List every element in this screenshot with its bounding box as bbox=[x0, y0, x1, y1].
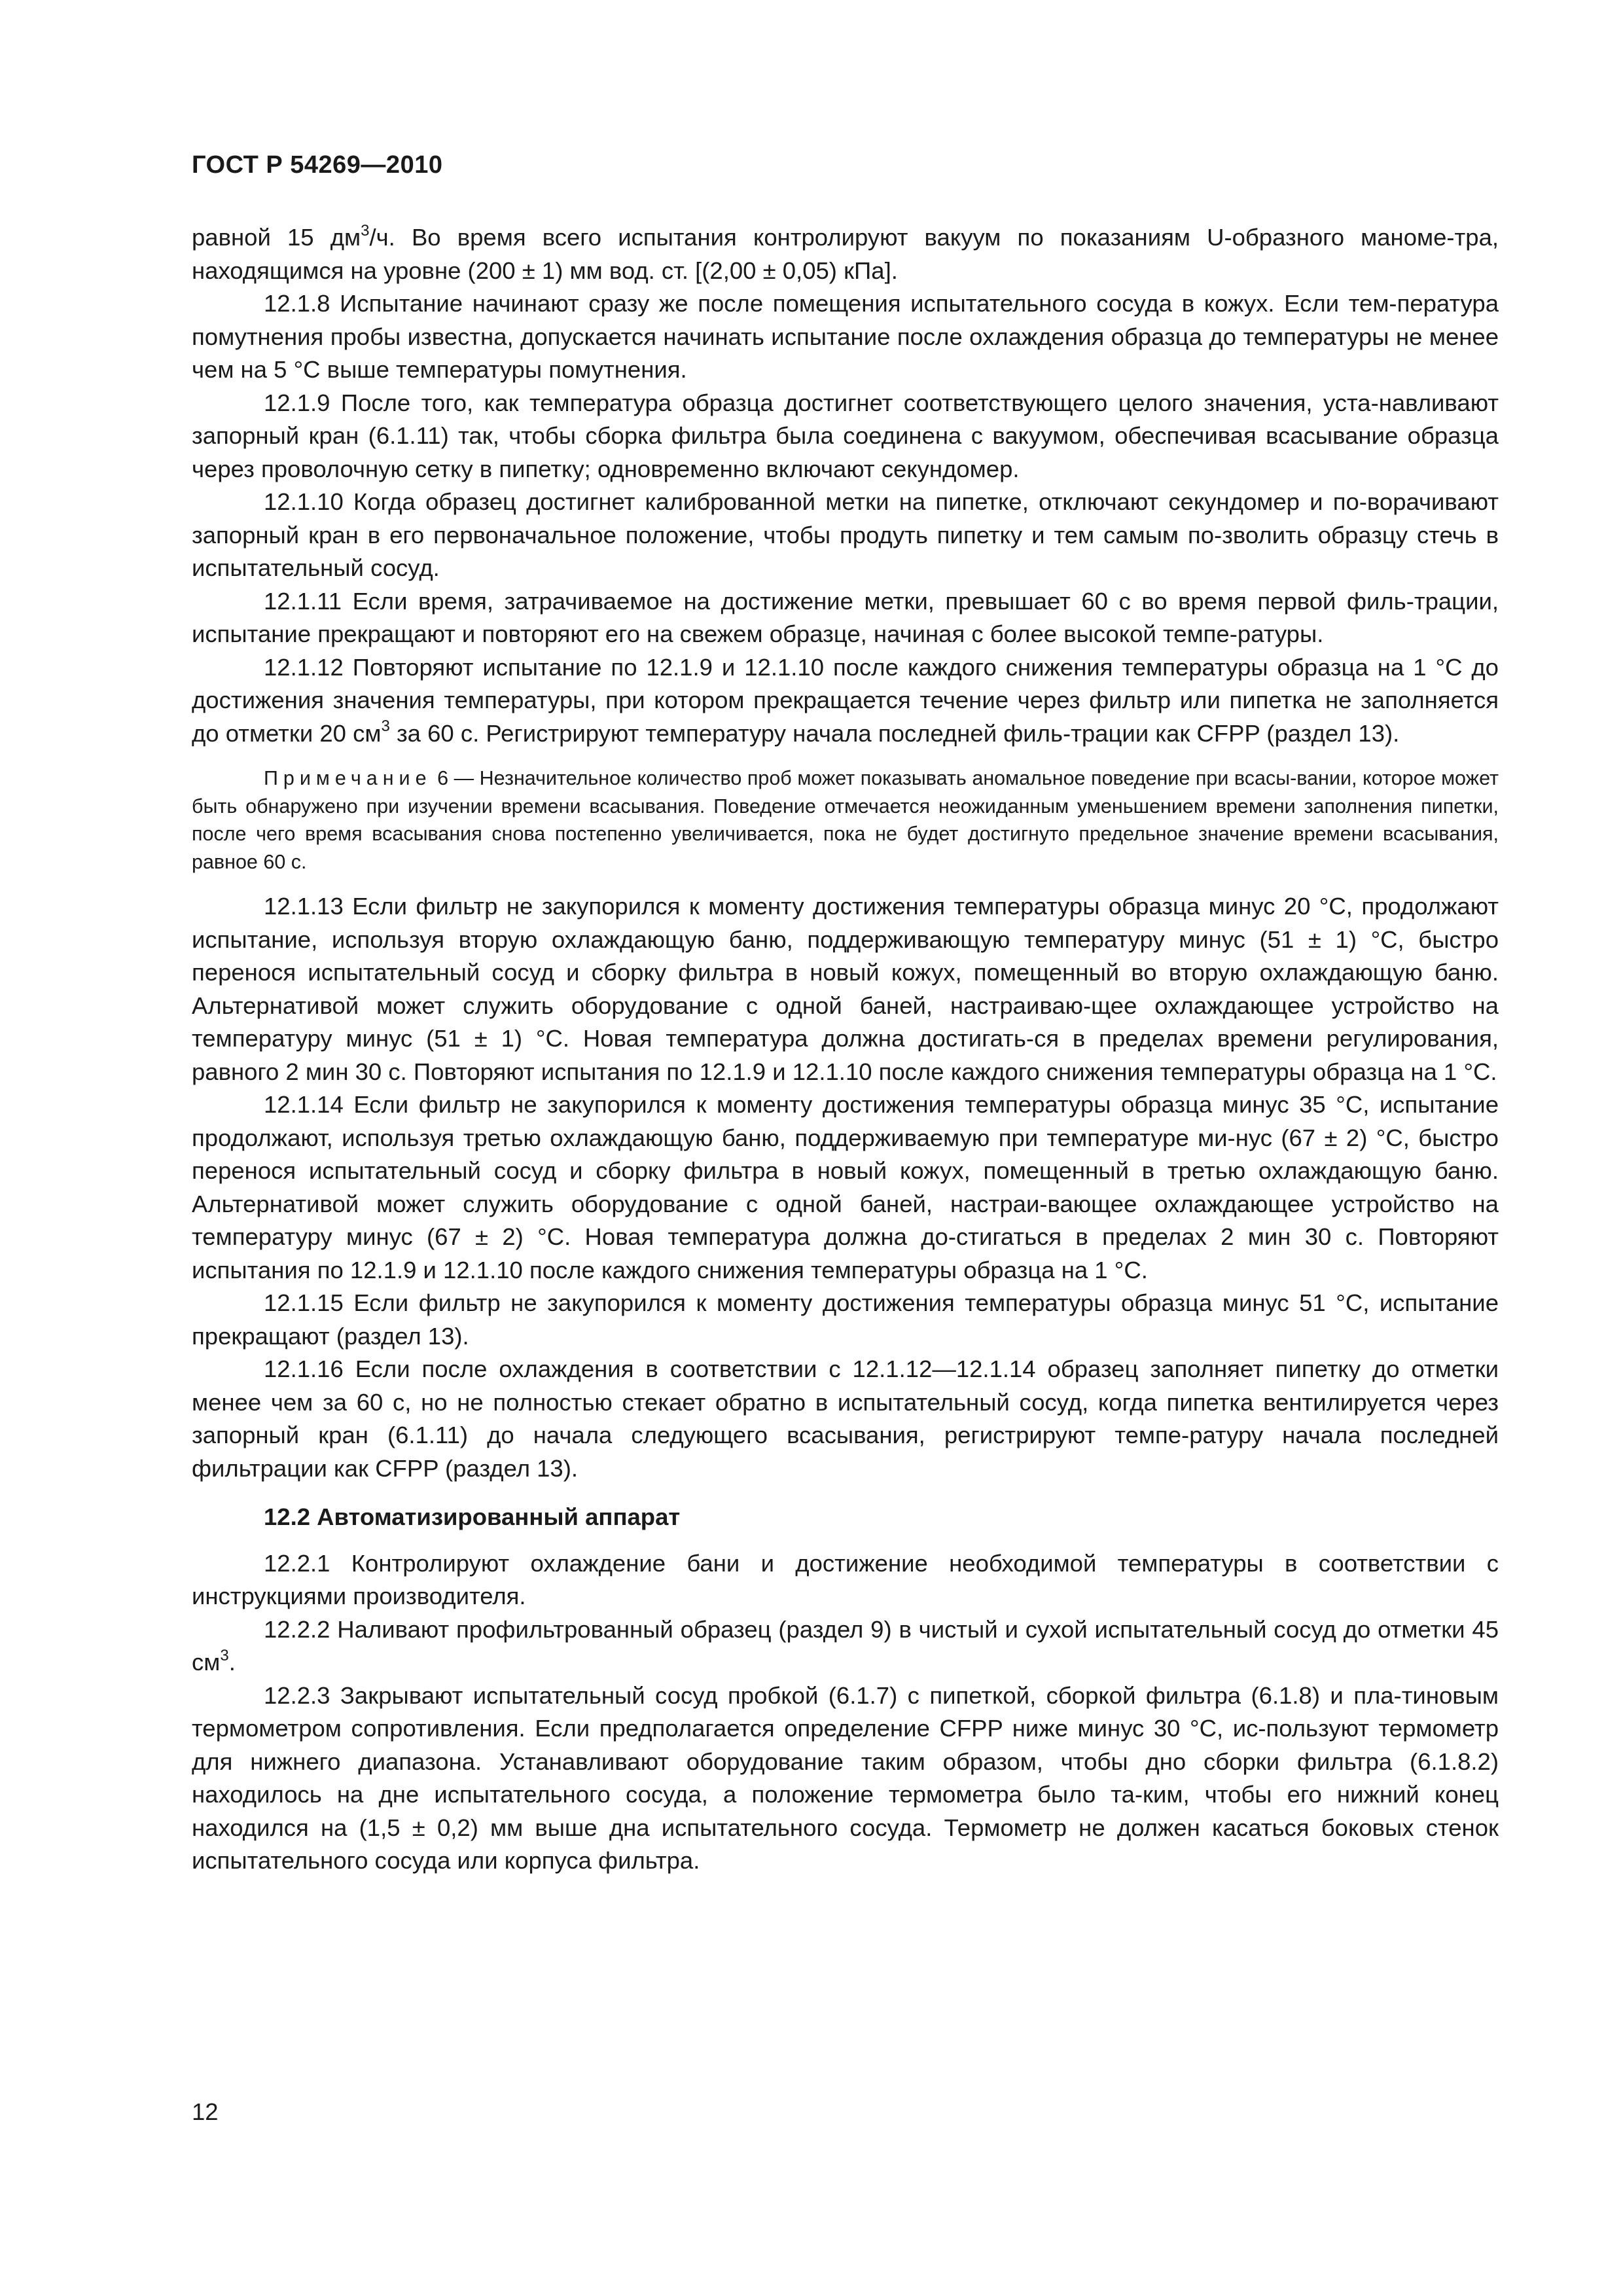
paragraph-continuation bbox=[192, 221, 1499, 287]
paragraph-12-1-16: 12.1.16 Если после охлаждения в соответствии с 12.1.12—12.1.14 образец заполняет пипетку до отметки менее чем за 60 с, но не полностью стекает обратно в испытательный сосуд, когда пипетка вентилируется через запорный кран (6.1.11) до начала следующего всасывания, регистрируют темпе-ратуру начала последней фильтрации как CFPP (раздел 13). bbox=[192, 1355, 1499, 1482]
paragraph-12-1-8: 12.1.8 Испытание начинают сразу же после помещения испытательного сосуда в кожух. Если тем-пература помутнения пробы известна, допускается начинать испытание после охлаждения образца до температуры не менее чем на 5 °С выше температуры помутнения. bbox=[192, 290, 1499, 383]
paragraph-12-1-10: 12.1.10 Когда образец достигнет калиброванной метки на пипетке, отключают секундомер и по-ворачивают запорный кран в его первоначальное положение, чтобы продуть пипетку и тем самым по-зволить образцу стечь в испытательный сосуд. bbox=[192, 488, 1499, 581]
document-body bbox=[192, 221, 1499, 1878]
superscript: 3 bbox=[361, 221, 370, 240]
paragraph-12-1-14: 12.1.14 Если фильтр не закупорился к моменту достижения температуры образца минус 35 °С, испытание продолжают, используя третью охлаждающую баню, поддерживаемую при температуре ми-нус (67 ± 2) °С, быстро перенося испытательный сосуд и сборку фильтра в новый кожух, помещенный в третью охлаждающую баню. Альтернативой может служить оборудование с одной баней, настраи-вающее охлаждающее устройство на температуру минус (67 ± 2) °С. Новая температура должна до-стигаться в пределах 2 мин 30 с. Повторяют испытания по 12.1.9 и 12.1.10 после каждого снижения температуры образца на 1 °С. bbox=[192, 1091, 1499, 1283]
document-code-header: ГОСТ Р 54269—2010 bbox=[192, 151, 443, 179]
paragraph-text: за 60 с. Регистрируют температуру начала последней филь-трации как CFPP (раздел 13). bbox=[389, 719, 1400, 747]
note-text: 6 — Незначительное количество проб может показывать аномальное поведение при всасы-вании, которое может быть обнаружено при изучении времени всасывания. Поведение отмечается неожиданным уменьшением времени заполнения пипетки, после чего время всасывания снова постепенно увеличивается, пока не будет достигнуто предельное значение времени всасывания, равное 60 с. bbox=[192, 767, 1499, 873]
paragraph-12-1-11: 12.1.11 Если время, затрачиваемое на достижение метки, превышает 60 с во время первой филь-трации, испытание прекращают и повторяют его на свежем образце, начиная с более высокой темпе-ратуры. bbox=[192, 587, 1499, 647]
paragraph-text: . bbox=[228, 1649, 236, 1676]
paragraph-text: 12.2.2 Наливают профильтрованный образец (раздел 9) в чистый и сухой испытательный сосуд до отметки 45 см bbox=[192, 1615, 1499, 1676]
paragraph-12-1-13: 12.1.13 Если фильтр не закупорился к моменту достижения температуры образца минус 20 °С, продолжают испытание, используя вторую охлаждающую баню, поддерживающую температуру минус (51 ± 1) °С, быстро перенося испытательный сосуд и сборку фильтра в новый кожух, помещенный во вторую охлаждающую баню. Альтернативой может служить оборудование с одной баней, настраиваю-щее охлаждающее устройство на температуру минус (51 ± 1) °С. Новая температура должна достигать-ся в пределах времени регулирования, равного 2 мин 30 с. Повторяют испытания по 12.1.9 и 12.1.10 после каждого снижения температуры образца на 1 °С. bbox=[192, 893, 1499, 1085]
paragraph-text: 12.1.12 Повторяют испытание по 12.1.9 и 12.1.10 после каждого снижения температуры образца на 1 °С до достижения значения температуры, при котором прекращается течение через фильтр или пипетка не заполняется до отметки 20 см bbox=[192, 653, 1499, 747]
note-label: Примечание bbox=[264, 767, 432, 789]
paragraph-12-2-2 bbox=[192, 1613, 1499, 1679]
section-heading-12-2: 12.2 Автоматизированный аппарат bbox=[264, 1503, 681, 1530]
page-number: 12 bbox=[192, 2098, 219, 2125]
superscript: 3 bbox=[220, 1646, 229, 1664]
paragraph-12-1-15: 12.1.15 Если фильтр не закупорился к моменту достижения температуры образца минус 51 °С, испытание прекращают (раздел 13). bbox=[192, 1289, 1499, 1350]
superscript: 3 bbox=[381, 717, 390, 736]
paragraph-12-2-3: 12.2.3 Закрывают испытательный сосуд пробкой (6.1.7) с пипеткой, сборкой фильтра (6.1.8) и пла-тиновым термометром сопротивления. Если предполагается определение CFPP ниже минус 30 °С, ис-пользуют термометр для нижнего диапазона. Устанавливают оборудование таким образом, чтобы дно сборки фильтра (6.1.8.2) находилось на дне испытательного сосуда, а положение термометра было та-ким, чтобы его нижний конец находился на (1,5 ± 0,2) мм выше дна испытательного сосуда. Термометр не должен касаться боковых стенок испытательного сосуда или корпуса фильтра. bbox=[192, 1681, 1499, 1874]
paragraph-text: равной 15 дм bbox=[192, 224, 361, 251]
paragraph-12-1-12 bbox=[192, 651, 1499, 751]
paragraph-text: /ч. Во время всего испытания контролируют вакуум по показаниям U-образного маноме-тра, находящимся на уровне (200 ± 1) мм вод. ст. [(2,00 ± 0,05) кПа]. bbox=[192, 224, 1499, 284]
paragraph-12-2-1: 12.2.1 Контролируют охлаждение бани и достижение необходимой температуры в соответствии с инструкциями производителя. bbox=[192, 1549, 1499, 1609]
note-6 bbox=[192, 764, 1499, 876]
paragraph-12-1-9: 12.1.9 После того, как температура образца достигнет соответствующего целого значения, уста-навливают запорный кран (6.1.11) так, чтобы сборка фильтра была соединена с вакуумом, обеспечивая всасывание образца через проволочную сетку в пипетку; одновременно включают секундомер. bbox=[192, 389, 1499, 482]
